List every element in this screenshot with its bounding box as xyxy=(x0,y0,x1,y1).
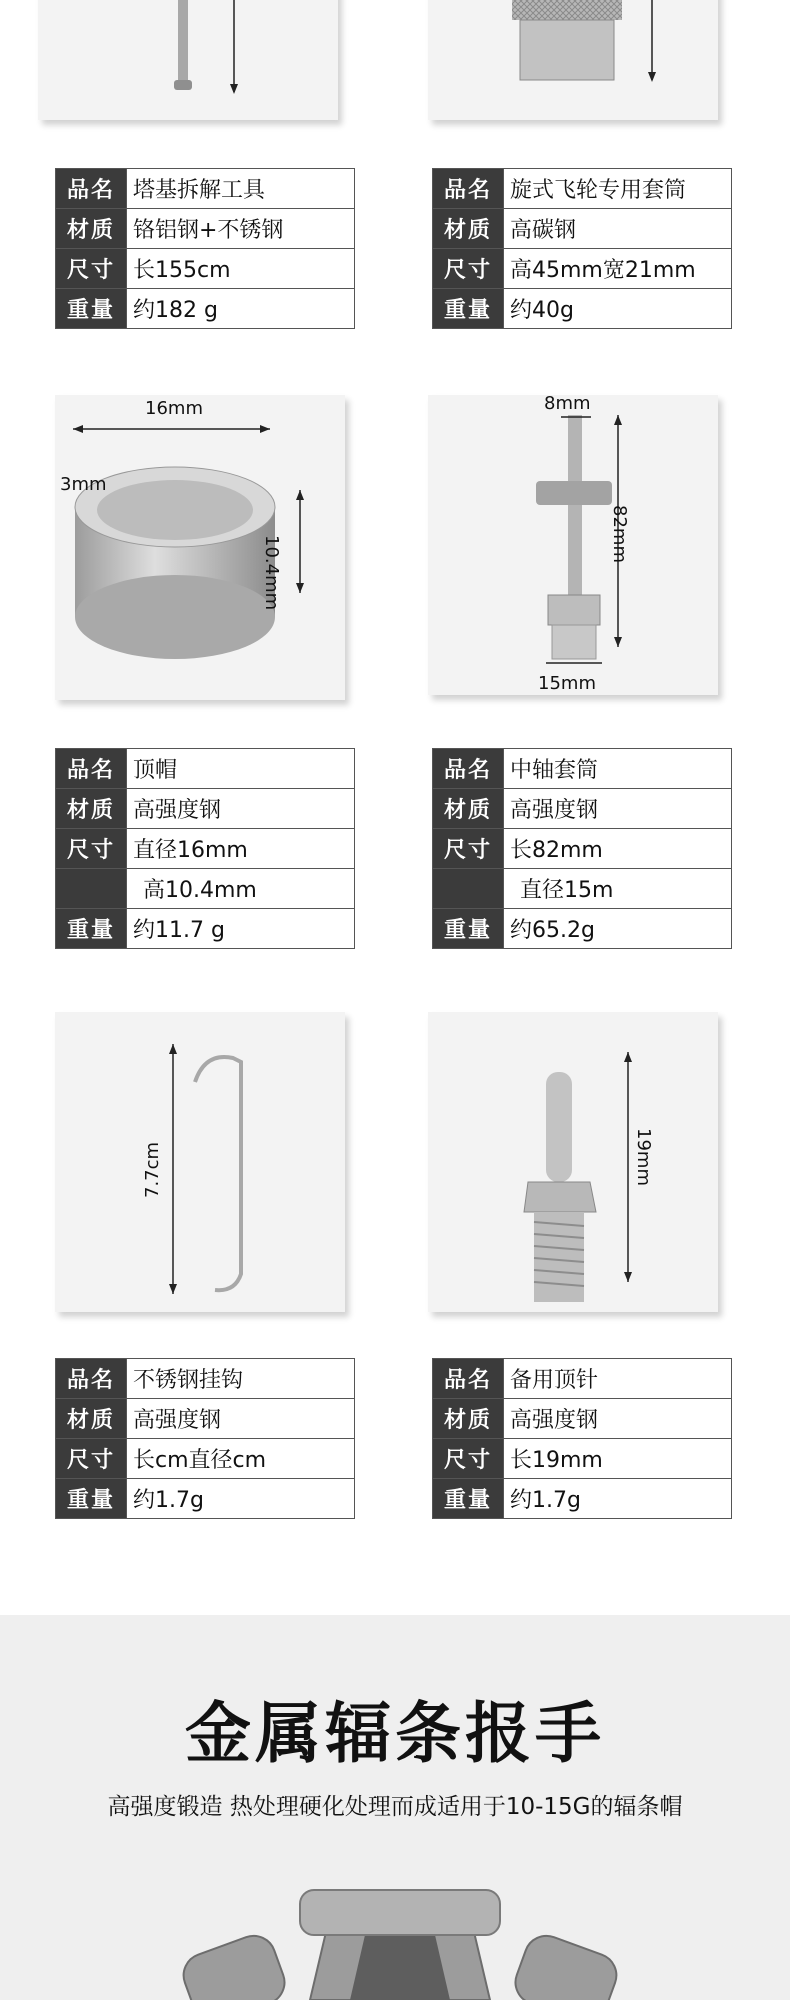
spec-key: 尺寸 xyxy=(56,1439,127,1479)
tool-photo-tower xyxy=(38,0,338,120)
spec-key: 材质 xyxy=(56,1399,127,1439)
spec-value: 高强度钢 xyxy=(504,789,732,829)
spec-key: 材质 xyxy=(433,789,504,829)
tool-photo-hook xyxy=(55,1012,345,1312)
spec-row xyxy=(433,1359,732,1399)
spec-row xyxy=(56,869,355,909)
spoke-wrench-image xyxy=(150,1885,650,2000)
tool-photo-axle xyxy=(428,395,718,695)
spec-row xyxy=(433,169,732,209)
spec-row xyxy=(433,1479,732,1519)
cap-wall-label: 3mm xyxy=(60,474,107,495)
socket-image xyxy=(428,0,718,120)
spec-row xyxy=(433,1399,732,1439)
spec-key: 重量 xyxy=(56,289,127,329)
spec-key: 品名 xyxy=(56,169,127,209)
spec-row xyxy=(56,209,355,249)
spec-key: 重量 xyxy=(56,909,127,949)
spec-value: 塔基拆解工具 xyxy=(127,169,355,209)
spec-row xyxy=(56,749,355,789)
spec-value: 顶帽 xyxy=(127,749,355,789)
spec-row xyxy=(433,789,732,829)
spec-key: 材质 xyxy=(56,209,127,249)
spec-row xyxy=(56,1479,355,1519)
spec-row xyxy=(56,249,355,289)
tool-photo-pin xyxy=(428,1012,718,1312)
section-subtitle: 高强度锻造 热处理硬化处理而成适用于10-15G的辐条帽 xyxy=(107,1794,683,1820)
axle-length-label: 82mm xyxy=(609,505,630,563)
spec-key: 材质 xyxy=(56,789,127,829)
hook-length-label: 7.7cm xyxy=(142,1141,163,1198)
spec-value: 备用顶针 xyxy=(504,1359,732,1399)
spec-key: 材质 xyxy=(433,209,504,249)
spec-value: 高10.4mm xyxy=(127,869,355,909)
spec-row xyxy=(56,1359,355,1399)
spec-row xyxy=(56,1399,355,1439)
spec-value: 约182 g xyxy=(127,289,355,329)
axle-bottom-label: 15mm xyxy=(538,673,596,694)
spec-key: 品名 xyxy=(433,1359,504,1399)
spec-table-1 xyxy=(55,168,355,329)
spec-value: 高碳钢 xyxy=(504,209,732,249)
spec-row xyxy=(56,829,355,869)
spec-key: 材质 xyxy=(433,1399,504,1439)
spec-key: 品名 xyxy=(433,169,504,209)
spec-value: 长19mm xyxy=(504,1439,732,1479)
spec-row xyxy=(433,209,732,249)
spec-value: 中轴套筒 xyxy=(504,749,732,789)
spec-value: 高强度钢 xyxy=(127,1399,355,1439)
spec-value: 长82mm xyxy=(504,829,732,869)
spec-row xyxy=(433,869,732,909)
spec-key: 重量 xyxy=(433,289,504,329)
spec-table-1-body xyxy=(56,169,355,329)
spec-value: 约1.7g xyxy=(127,1479,355,1519)
spec-row xyxy=(56,1439,355,1479)
spec-table-6-body xyxy=(433,1359,732,1519)
spec-table-5-body xyxy=(56,1359,355,1519)
spec-key: 尺寸 xyxy=(433,1439,504,1479)
spec-key: 重量 xyxy=(433,909,504,949)
spec-key: 品名 xyxy=(433,749,504,789)
spec-row xyxy=(433,289,732,329)
spec-value: 高45mm宽21mm xyxy=(504,249,732,289)
spec-value: 约1.7g xyxy=(504,1479,732,1519)
spec-value: 约11.7 g xyxy=(127,909,355,949)
cap-image xyxy=(55,395,345,700)
tower-tool-image xyxy=(38,0,338,120)
spec-table-4 xyxy=(432,748,732,949)
spec-row xyxy=(433,829,732,869)
spec-row xyxy=(56,789,355,829)
axle-top-label: 8mm xyxy=(544,393,591,414)
tool-photo-cap xyxy=(55,395,345,700)
spec-table-3 xyxy=(55,748,355,949)
spec-row xyxy=(56,909,355,949)
spec-row xyxy=(433,249,732,289)
pin-image xyxy=(428,1012,718,1312)
spec-value: 铬铝钢+不锈钢 xyxy=(127,209,355,249)
spec-value: 约40g xyxy=(504,289,732,329)
spec-key: 重量 xyxy=(56,1479,127,1519)
spec-value: 旋式飞轮专用套筒 xyxy=(504,169,732,209)
tool-photo-socket xyxy=(428,0,718,120)
spec-table-4-body xyxy=(433,749,732,949)
cap-width-label: 16mm xyxy=(145,398,203,419)
spec-value: 高强度钢 xyxy=(504,1399,732,1439)
spec-row xyxy=(56,169,355,209)
spec-row xyxy=(56,289,355,329)
spec-value: 高强度钢 xyxy=(127,789,355,829)
spec-key: 尺寸 xyxy=(56,249,127,289)
spec-key xyxy=(56,869,127,909)
spec-value: 长cm直径cm xyxy=(127,1439,355,1479)
spec-value: 直径16mm xyxy=(127,829,355,869)
spec-key: 品名 xyxy=(56,1359,127,1399)
spec-row xyxy=(433,749,732,789)
spec-key xyxy=(433,869,504,909)
spec-value: 不锈钢挂钩 xyxy=(127,1359,355,1399)
spec-value: 长155cm xyxy=(127,249,355,289)
pin-length-label: 19mm xyxy=(633,1128,654,1186)
spec-row xyxy=(433,1439,732,1479)
spec-key: 重量 xyxy=(433,1479,504,1519)
spec-key: 品名 xyxy=(56,749,127,789)
spec-key: 尺寸 xyxy=(433,829,504,869)
axle-image xyxy=(428,395,718,695)
hook-image xyxy=(55,1012,345,1312)
spec-table-3-body xyxy=(56,749,355,949)
spec-table-5 xyxy=(55,1358,355,1519)
spec-value: 约65.2g xyxy=(504,909,732,949)
spec-value: 直径15m xyxy=(504,869,732,909)
spec-key: 尺寸 xyxy=(56,829,127,869)
cap-height-label: 10.4mm xyxy=(261,535,282,611)
spec-table-2 xyxy=(432,168,732,329)
spec-row xyxy=(433,909,732,949)
section-title: 金属辐条报手 xyxy=(185,1695,605,1772)
spec-key: 尺寸 xyxy=(433,249,504,289)
spec-table-2-body xyxy=(433,169,732,329)
spec-table-6 xyxy=(432,1358,732,1519)
